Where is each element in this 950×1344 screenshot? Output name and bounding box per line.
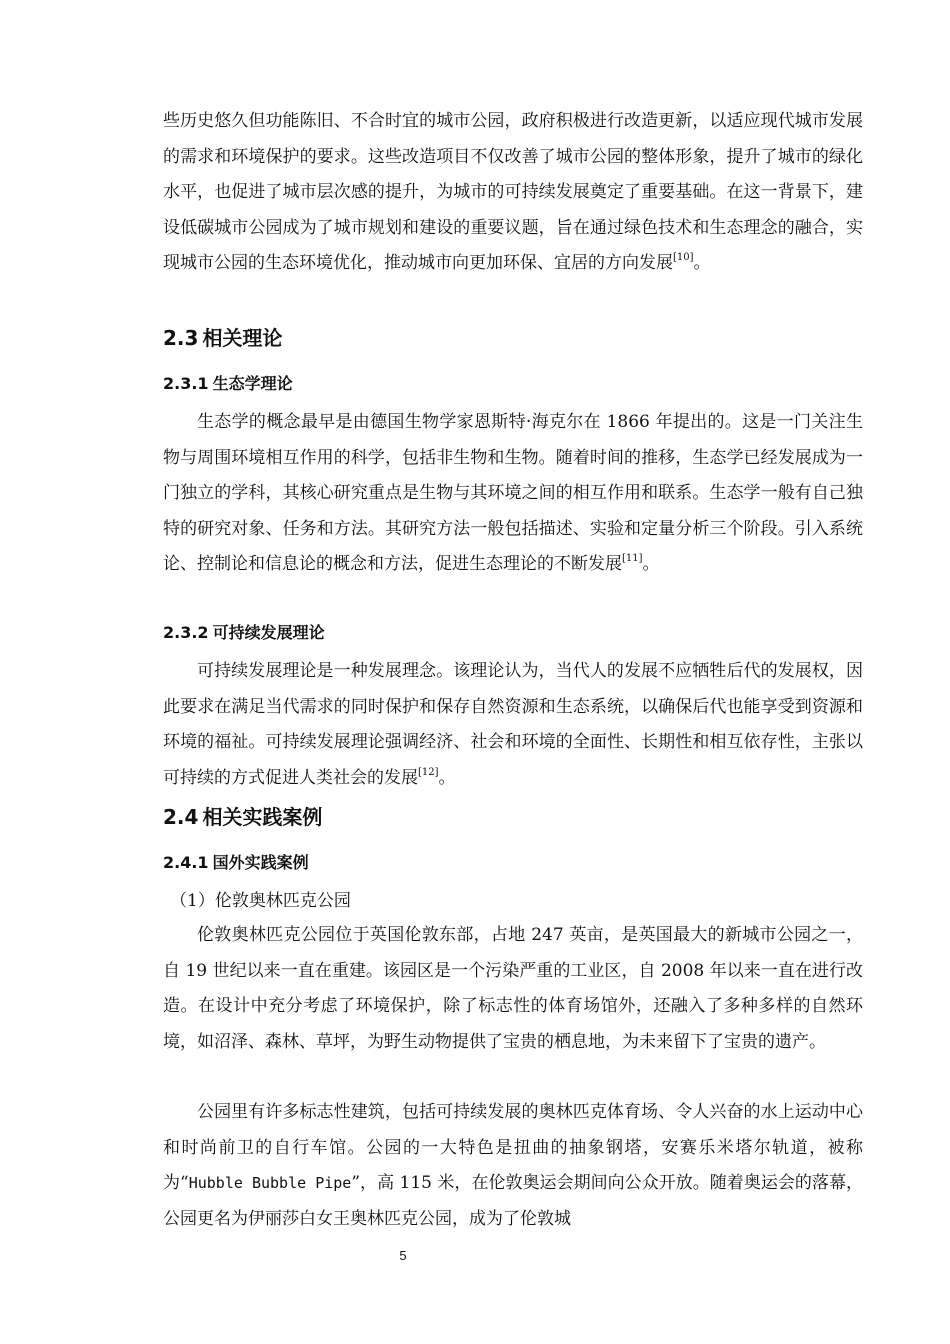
paragraph-london-1: 伦敦奥林匹克公园位于英国伦敦东部，占地 247 英亩，是英国最大的新城市公园之一，自 19 世纪以来一直在重建。该园区是一个污染严重的工业区，自 2008 年以来一直在进行改造。在设计中充分考虑了环境保护，除了标志性的体育场馆外，还融入了多种多样的自然环境，如沼泽、森林、草坪，为野生动物提供了宝贵的栖息地，为未来留下了宝贵的遗产。 xyxy=(163,925,863,1052)
paragraph-intro: 些历史悠久但功能陈旧、不合时宜的城市公园，政府积极进行改造更新，以适应现代城市发展的需求和环境保护的要求。这些改造项目不仅改善了城市公园的整体形象，提升了城市的绿化水平，也促进了城市层次感的提升，为城市的可持续发展奠定了重要基础。在这一背景下，建设低碳城市公园成为了城市规划和建设的重要议题，旨在通过绿色技术和生态理念的融合，实现城市公园的生态环境优化，推动城市向更加环保、宜居的方向发展[10]。 xyxy=(163,111,863,274)
list-item-london-olympic-park: （1）伦敦奥林匹克公园 xyxy=(170,891,351,911)
section-heading-2-4: 2.4 相关实践案例 xyxy=(163,805,323,829)
paragraph-sustainability: 可持续发展理论是一种发展理念。该理论认为，当代人的发展不应牺牲后代的发展权，因此要求在满足当代需求的同时保护和保存自然资源和生态系统，以确保后代也能享受到资源和环境的福祉。可持续发展理论强调经济、社会和环境的全面性、长期性和相互依存性，主张以可持续的方式促进人类社会的发展[12]。 xyxy=(163,661,863,788)
paragraph-london-2: 公园里有许多标志性建筑，包括可持续发展的奥林匹克体育场、令人兴奋的水上运动中心和时尚前卫的自行车馆。公园的一大特色是扭曲的抽象钢塔，安赛乐米塔尔轨道，被称为“Hubble Bubble Pipe”，高 115 米，在伦敦奥运会期间向公众开放。随着奥运会的落幕，公园更名为伊丽莎白女王奥林匹克公园，成为了伦敦城 xyxy=(163,1102,863,1229)
page-number: 5 xyxy=(399,1248,407,1263)
subsection-heading-2-3-1: 2.3.1 生态学理论 xyxy=(163,374,293,393)
section-heading-2-3: 2.3 相关理论 xyxy=(163,326,283,350)
subsection-heading-2-4-1: 2.4.1 国外实践案例 xyxy=(163,853,309,872)
citation-10: [10] xyxy=(673,252,694,264)
paragraph-ecology: 生态学的概念最早是由德国生物学家恩斯特·海克尔在 1866 年提出的。这是一门关注生物与周围环境相互作用的科学，包括非生物和生物。随着时间的推移，生态学已经发展成为一门独立的学科，其核心研究重点是生物与其环境之间的相互作用和联系。生态学一般有自己独特的研究对象、任务和方法。其研究方法一般包括描述、实验和定量分析三个阶段。引入系统论、控制论和信息论的概念和方法，促进生态理论的不断发展[11]。 xyxy=(163,412,863,575)
citation-12: [12] xyxy=(418,766,439,778)
tower-name: Hubble Bubble Pipe xyxy=(188,1174,352,1193)
citation-11: [11] xyxy=(622,553,643,565)
subsection-heading-2-3-2: 2.3.2 可持续发展理论 xyxy=(163,623,325,642)
